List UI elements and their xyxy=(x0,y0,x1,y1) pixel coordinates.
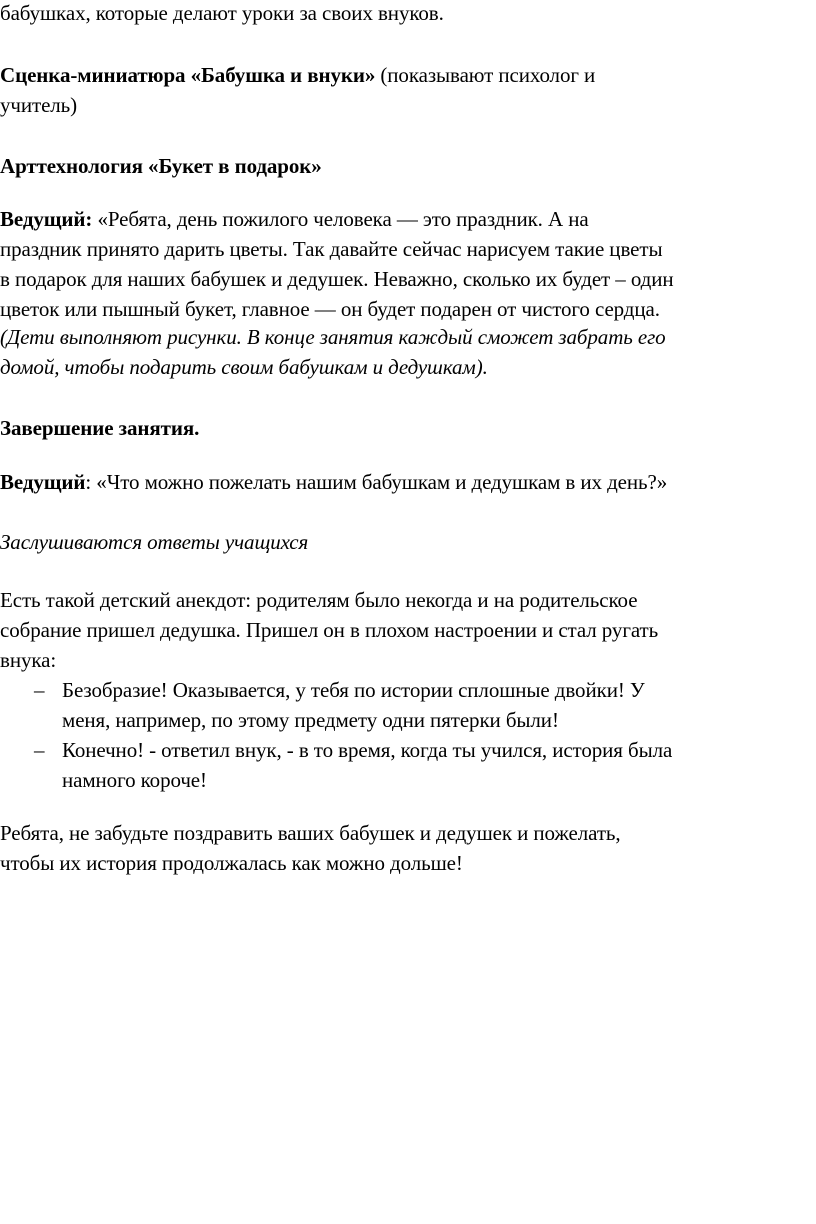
list-dash: – xyxy=(34,738,45,762)
ending-title: Завершение занятия. xyxy=(0,416,200,440)
host-label: Ведущий: xyxy=(0,207,93,231)
host-paragraph xyxy=(0,204,589,234)
stage-direction: (Дети выполняют рисунки. В конце занятия каждый сможет забрать его xyxy=(0,325,666,349)
list-item: Безобразие! Оказывается, у тебя по истории сплошные двойки! У xyxy=(62,678,645,702)
text-line: праздник принято дарить цветы. Так давайте сейчас нарисуем такие цветы xyxy=(0,237,663,261)
skit-note: (показывают психолог и xyxy=(375,63,596,87)
list-item-cont: намного короче! xyxy=(62,768,207,792)
text-line: бабушках, которые делают уроки за своих внуков. xyxy=(0,1,444,25)
text-line: собрание пришел дедушка. Пришел он в плохом настроении и стал ругать xyxy=(0,618,659,642)
skit-title: Сценка-миниатюра «Бабушка и внуки» xyxy=(0,63,376,87)
text-line: цветок или пышный букет, главное — он будет подарен от чистого сердца. xyxy=(0,297,660,321)
host-question xyxy=(0,467,667,497)
host-label: Ведущий xyxy=(0,470,86,494)
text-line: в подарок для наших бабушек и дедушек. Неважно, сколько их будет – один xyxy=(0,267,674,291)
list-dash: – xyxy=(34,678,45,702)
host-speech: «Ребята, день пожилого человека — это праздник. А на xyxy=(92,207,589,231)
text-line: чтобы их история продолжалась как можно дольше! xyxy=(0,851,463,875)
text-line: учитель) xyxy=(0,93,78,117)
answers-note: Заслушиваются ответы учащихся xyxy=(0,530,309,554)
text-line: Есть такой детский анекдот: родителям было некогда и на родительское xyxy=(0,588,638,612)
text-line: внука: xyxy=(0,648,57,672)
text-line: Ребята, не забудьте поздравить ваших бабушек и дедушек и пожелать, xyxy=(0,821,621,845)
skit-paragraph xyxy=(0,60,595,90)
list-item: Конечно! - ответил внук, - в то время, когда ты учился, история была xyxy=(62,738,673,762)
stage-direction: домой, чтобы подарить своим бабушкам и дедушкам). xyxy=(0,355,488,379)
host-question-text: : «Что можно пожелать нашим бабушкам и дедушкам в их день?» xyxy=(85,470,668,494)
list-item-cont: меня, например, по этому предмету одни пятерки были! xyxy=(62,708,559,732)
art-title: Арттехнология «Букет в подарок» xyxy=(0,154,322,178)
